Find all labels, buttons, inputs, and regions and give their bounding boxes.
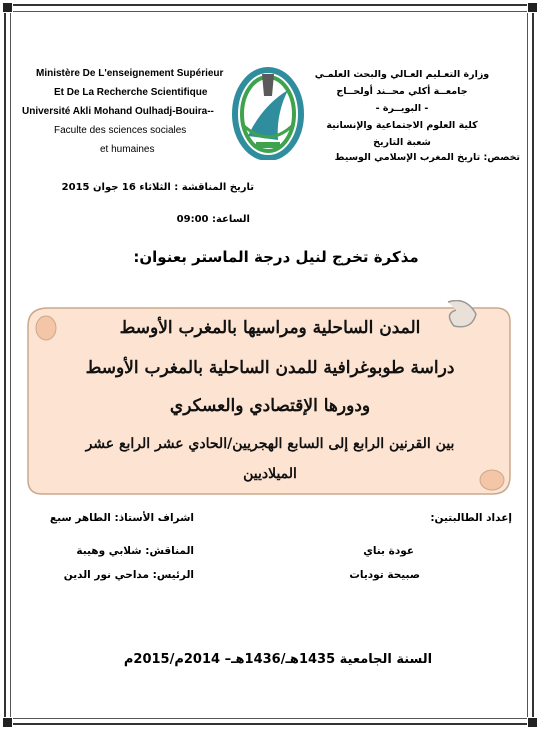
specialty-line-ar: تخصص: تاريخ المغرب الإسلامي الوسيط [334,152,520,163]
faculty-line-ar: كلية العلوم الاجتماعية والإنسانية [326,120,478,131]
defense-date: تاريخ المناقشة : الثلاثاء 16 جوان 2015 [61,182,254,193]
title-line-3: ودورها الإقتصادي والعسكري [169,396,371,416]
corner-ornament [2,2,13,13]
supervisor: اشراف الأستاذ: الطاهر سبع [49,512,194,524]
university-line: Université Akli Mohand Oulhadj-Bouira-- [22,106,214,117]
student-name: عودة بناي [363,545,414,557]
academic-year: السنة الجامعية 1435هـ/1436هـ– 2014م/2015م [123,652,433,667]
title-line-4: بين القرنين الرابع إلى السابع الهجريين/الحادي عشر الرابع عشر [85,436,455,452]
ministry-line: Ministère De L'enseignement Supérieur [36,68,224,79]
department-line-ar: شعبة التاريخ [373,137,431,148]
corner-ornament [2,717,13,728]
memo-heading: مذكرة تخرج لنيل درجة الماستر بعنوان: [133,248,419,266]
corner-ornament [527,2,538,13]
university-logo [232,66,304,160]
french-header [22,64,252,159]
university-line-ar: جامعــة أكلي محــند أولحــاج [336,86,468,97]
ministry-line-ar: وزارة التعـليم العـالي والبحث العلمـي [314,69,490,80]
research-line: Et De La Recherche Scientifique [54,87,208,98]
faculty-line: Faculte des sciences sociales [54,125,187,136]
faculty-line-2: et humaines [100,144,155,155]
student-name: صبيحة توديات [349,569,420,581]
committee-president: الرئيس: مداحي نور الدين [63,569,194,581]
students-label: إعداد الطالبتين: [430,512,512,524]
defense-time: الساعة: 09:00 [176,214,250,225]
title-line-1: المدن الساحلية ومراسيها بالمغرب الأوسط [119,318,421,338]
examiner: المناقش: شلابي وهيبة [76,545,194,557]
title-line-5: الميلاديين [243,466,297,482]
city-line-ar: - البويــرة - [375,103,429,114]
arabic-header [302,66,502,151]
corner-ornament [527,717,538,728]
title-line-2: دراسة طوبوغرافية للمدن الساحلية بالمغرب الأوسط [85,358,455,378]
